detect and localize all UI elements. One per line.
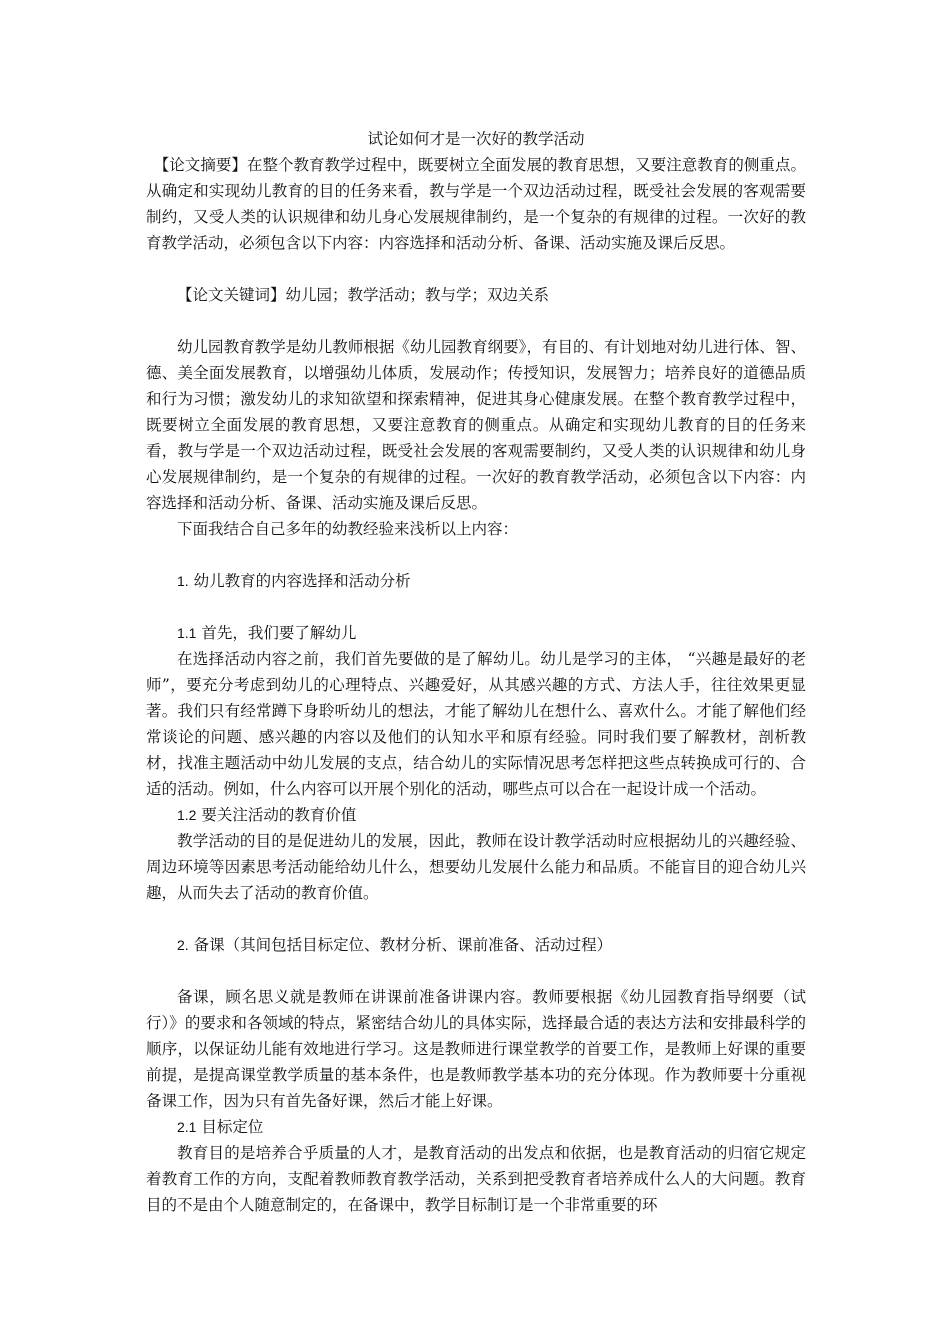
keywords-paragraph: 【论文关键词】幼儿园；教学活动；教与学；双边关系 [177,286,550,304]
intro-paragraph: 幼儿园教育教学是幼儿教师根据《幼儿园教育纲要》，有目的、有计划地对幼儿进行体、智、德、美全面发展教育，以增强幼儿体质，发展动作；传授知识，发展智力；培养良好的道德品质和行为习惯；激发幼儿的求知欲望和探索精神，促进其身心健康发展。在整个教育教学过程中，既要树立全面发展的教育思想，又要注意教育的侧重点。从确定和实现幼儿教育的目的任务来看，教与学是一个双边活动过程，既受社会发展的客观需要制约，又受人类的认识规律和幼儿身心发展规律制约，是一个复杂的有规律的过程。一次好的教育教学活动，必须包含以下内容：内容选择和活动分析、备课、活动实施及课后反思。 [146,338,806,512]
section-1-2-heading [146,802,806,828]
section-title: 首先，我们要了解幼儿 [201,624,357,642]
spacer [146,906,806,932]
spacer [146,256,806,282]
section-number: 1. [177,573,189,589]
section-title: 目标定位 [201,1118,264,1136]
section-1-1-body: 在选择活动内容之前，我们首先要做的是了解幼儿。幼儿是学习的主体， “兴趣是最好的老师”，要充分考虑到幼儿的心理特点、兴趣爱好，从其感兴趣的方式、方法人手，往往效果更显著。我们只有经常蹲下身聆听幼儿的想法，才能了解幼儿在想什么、喜欢什么。才能了解他们经常谈论的问题、感兴趣的内容以及他们的认知水平和原有经验。同时我们要了解教材，剖析教材，找准主题活动中幼儿发展的支点，结合幼儿的实际情况思考怎样把这些点转换成可行的、合适的活动。例如，什么内容可以开展个别化的活动，哪些点可以合在一起设计成一个活动。 [146,650,806,798]
section-2-body: 备课，顾名思义就是教师在讲课前准备讲课内容。教师要根据《幼儿园教育指导纲要（试行）》的要求和各领域的特点，紧密结合幼儿的具体实际，选择最合适的表达方法和安排最科学的顺序，以保证幼儿能有效地进行学习。这是教师进行课堂教学的首要工作，是教师上好课的重要前提，是提高课堂教学质量的基本条件，也是教师教学基本功的充分体现。作为教师要十分重视备课工作，因为只有首先备好课，然后才能上好课。 [146,988,806,1110]
section-1-1-heading [146,620,806,646]
document-page [146,126,806,1218]
section-2-1-body: 教育目的是培养合乎质量的人才，是教育活动的出发点和依据，也是教育活动的归宿它规定着教育工作的方向，支配着教师教育教学活动，关系到把受教育者培养成什么人的大问题。教育目的不是由个人随意制定的，在备课中，教学目标制订是一个非常重要的环 [146,1144,806,1214]
spacer [146,958,806,984]
section-number: 1.2 [177,807,197,823]
abstract-paragraph: 【论文摘要】在整个教育教学过程中，既要树立全面发展的教育思想，又要注意教育的侧重点。从确定和实现幼儿教育的目的任务来看，教与学是一个双边活动过程，既受社会发展的客观需要制约，又受人类的认识规律和幼儿身心发展规律制约，是一个复杂的有规律的过程。一次好的教育教学活动，必须包含以下内容：内容选择和活动分析、备课、活动实施及课后反思。 [146,156,806,252]
spacer [146,594,806,620]
section-number: 2.1 [177,1119,197,1135]
spacer [146,542,806,568]
section-2-1-heading [146,1114,806,1140]
section-title: 要关注活动的教育价值 [201,806,357,824]
section-title: 幼儿教育的内容选择和活动分析 [193,572,411,590]
spacer [146,308,806,334]
section-title: 备课（其间包括目标定位、教材分析、课前准备、活动过程） [193,936,613,954]
section-number: 2. [177,937,189,953]
document-title: 试论如何才是一次好的教学活动 [367,130,585,148]
section-1-heading [146,568,806,594]
section-2-heading [146,932,806,958]
section-1-2-body: 教学活动的目的是促进幼儿的发展，因此，教师在设计教学活动时应根据幼儿的兴趣经验、周边环境等因素思考活动能给幼儿什么，想要幼儿发展什么能力和品质。不能盲目的迎合幼儿兴趣，从而失去了活动的教育价值。 [146,832,806,902]
section-number: 1.1 [177,625,197,641]
intro-paragraph-2: 下面我结合自己多年的幼教经验来浅析以上内容： [177,520,519,538]
